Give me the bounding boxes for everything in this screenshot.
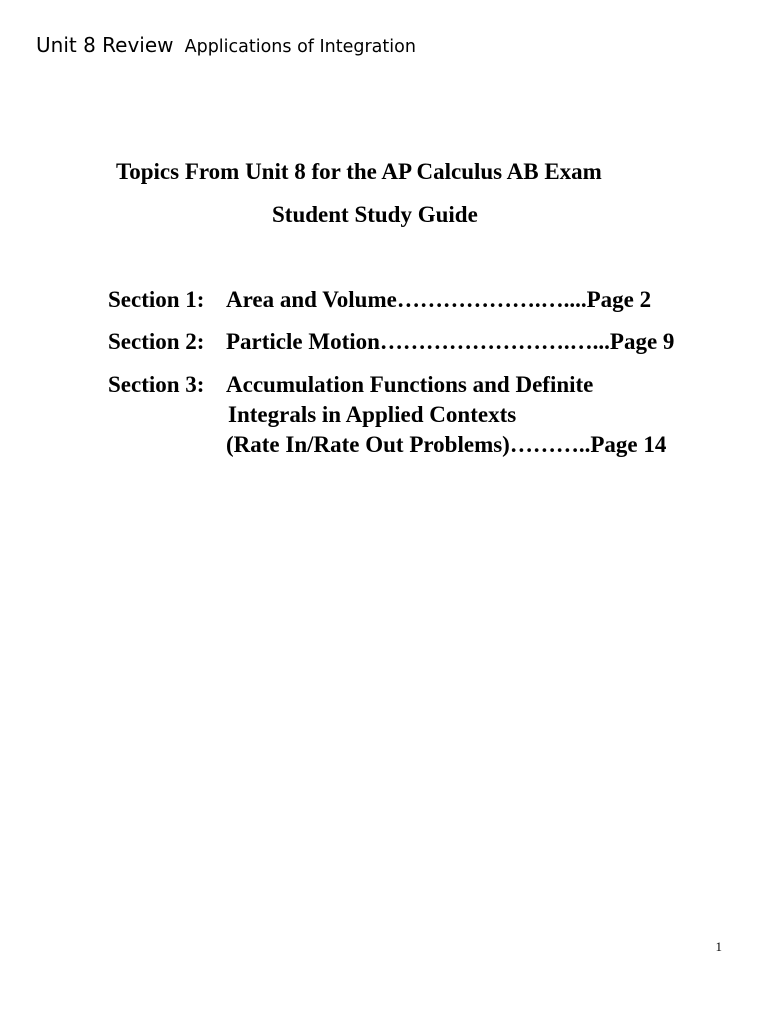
toc-section-2 <box>108 329 674 355</box>
unit-label: Unit 8 Review <box>36 33 174 57</box>
page-number: 1 <box>715 939 722 954</box>
toc-section-1-label: Section 1: <box>108 287 205 312</box>
toc-section-3-label: Section 3: <box>108 372 205 397</box>
toc-section-3-text-line-2: Integrals in Applied Contexts <box>228 402 517 427</box>
unit-header <box>36 33 416 57</box>
unit-subtitle: Applications of Integration <box>184 37 416 57</box>
study-guide-title: Student Study Guide <box>272 202 478 227</box>
toc-section-2-text: Particle Motion…………………….…...Page 9 <box>226 329 675 354</box>
topics-title: Topics From Unit 8 for the AP Calculus AB Exam <box>116 159 602 184</box>
toc-section-1 <box>108 287 651 313</box>
toc-section-2-label: Section 2: <box>108 329 205 354</box>
toc-section-3-text-line-3: (Rate In/Rate Out Problems)………..Page 14 <box>226 432 667 457</box>
toc-section-1-text: Area and Volume……………….…....Page 2 <box>226 287 652 312</box>
toc-section-3-text-line-1: Accumulation Functions and Definite <box>226 372 594 397</box>
toc-section-3 <box>108 372 593 398</box>
